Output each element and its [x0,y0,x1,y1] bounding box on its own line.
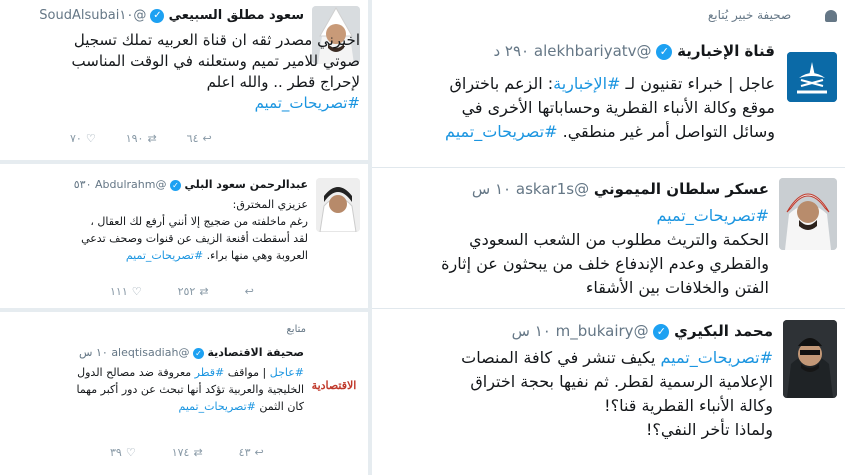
hashtag-link[interactable]: #تصريحات_تميم [656,206,769,225]
tweet-line [445,72,775,96]
divider [372,308,845,309]
person-icon [825,10,837,22]
user-handle[interactable]: @m_bukairy [555,322,649,340]
newspaper-logo[interactable] [306,372,362,400]
avatar[interactable] [779,178,837,250]
tweet-line [461,346,773,370]
tweet-header [493,42,775,60]
retweet-button[interactable] [178,285,209,298]
hashtag-link[interactable]: #تصريحات_تميم [254,94,360,112]
tweet-actions [70,132,212,145]
avatar[interactable] [783,320,837,398]
tweet-line-wrap [81,247,308,264]
tweet-line: الفتن والخلافات بين الأشقاء [585,278,769,297]
retweet-count: ١٧٤ [171,446,190,459]
heart-icon: ♡ [85,132,96,145]
tweet-line-wrap [445,120,775,144]
tweet-fragment: : الزعم باختراق [449,74,554,93]
tweet-text [72,30,360,114]
hashtag-link[interactable]: #قطر [194,366,225,379]
user-handle[interactable]: @Abdulrahm [94,178,167,191]
tweet-line: الحكمة والتريث مطلوب من الشعب السعودي [469,230,769,249]
retweet-button[interactable] [126,132,157,145]
tweet-line-wrap [76,398,304,415]
reply-icon: ↩ [202,132,212,145]
retweet-button[interactable] [172,446,203,459]
tweet-fragment: عاجل | خبراء تقنيون لـ [620,74,775,93]
tweet-text [81,196,308,264]
tweet-text [76,364,304,415]
reply-button[interactable] [245,285,254,298]
tweet-line: عزيزي المخترق: [232,198,308,211]
like-button[interactable] [110,285,142,298]
verified-badge-icon: ✓ [653,324,669,340]
user-name[interactable]: سعود مطلق السبيعي [168,8,304,23]
retweet-icon: ⇄ [193,446,203,459]
tweet-text [441,204,769,300]
tweet-time[interactable]: ١٠ [119,8,134,23]
reply-count: ٤٣ [238,446,251,459]
tweet-line: وكالة الأنباء القطرية قنا؟! [604,396,773,415]
tweet-time[interactable]: ١٠ س [511,322,551,340]
tweet-line: اخبرني مصدر ثقه ان قناة العربيه تملك تسجيل [73,31,360,49]
tweet-time[interactable]: ١٠ س [79,346,108,359]
hashtag-link[interactable]: #الإخبارية [553,74,621,93]
logo-text: الاقتصادية [311,379,357,392]
tweet-header [472,180,769,198]
hashtag-link[interactable]: #تصريحات_تميم [125,249,204,262]
like-count: ١١١ [110,285,128,298]
avatar[interactable] [316,178,360,232]
like-button[interactable] [110,446,136,459]
channel-logo[interactable] [787,52,837,102]
user-name[interactable]: صحيفة الاقتصادية [207,346,304,359]
reply-button[interactable] [239,446,264,459]
retweet-icon: ⇄ [199,285,209,298]
user-handle[interactable]: @SoudAlsubai [39,8,147,23]
verified-badge-icon: ✓ [170,180,181,191]
tweet-line: وسائل التواصل أمر غير منطقي. [557,122,775,141]
user-name[interactable]: عسكر سلطان الميموني [593,180,769,198]
tweet-line: لقد أسقطت أقنعة الزيف عن قنوات وصحف تدعي [81,232,308,245]
tweet-time[interactable]: ٥٣٠ [73,178,92,191]
tweet-header [74,178,308,191]
tweet-fragment: يكيف تنشر في كافة المنصات [461,348,661,367]
tweet-line: ولماذا تأخر النفي؟! [646,420,773,439]
user-handle[interactable]: @askar1s [515,180,590,198]
tweet-line: لإحراج قطر .. والله اعلم [206,73,360,91]
tweet-line: كان الثمن [259,400,304,413]
hashtag-link[interactable]: #تصريحات_تميم [445,122,558,141]
hashtag-link[interactable]: #عاجل [269,366,304,379]
hashtag-link[interactable]: #تصريحات_تميم [660,348,773,367]
tweet-abdulrahman[interactable] [0,164,368,308]
retweet-icon: ⇄ [147,132,157,145]
follow-context: متابع [286,324,306,335]
user-name[interactable]: قناة الإخبارية [677,42,775,60]
like-button[interactable] [70,132,96,145]
user-handle[interactable]: @alekhbariyatv [533,42,652,60]
tweet-fragment: | مواقف [224,366,270,379]
heart-icon: ♡ [131,285,142,298]
tweet-text [445,72,775,144]
user-name[interactable]: عبدالرحمن سعود البلي [184,178,308,191]
tweet-line: الإعلامية الرسمية لقطر. ثم نفيها بحجة اختراق [470,372,773,391]
reply-button[interactable] [187,132,212,145]
tweet-line: والقطري وعدم الإندفاع خلف من يبحثون عن إثارة [441,254,769,273]
user-handle[interactable]: @aleqtisadiah [111,346,190,359]
follow-context [708,8,837,22]
tweet-header [79,346,304,359]
tweet-time[interactable]: ٢٩٠ د [493,42,530,60]
tweet-line: صوتي للامير تميم وستعلنه في الوقت المناسب [71,52,360,70]
reply-count: ٦٤ [186,132,199,145]
timeline-right [372,0,845,475]
tweet-line: الخليجية والعربية تؤكد أنها تبحث عن دور أكبر مهما [76,383,304,396]
tweet-header [39,8,304,23]
reply-icon: ↩ [254,446,264,459]
verified-badge-icon: ✓ [150,9,164,23]
hashtag-link[interactable]: #تصريحات_تميم [178,400,256,413]
tweet-line: رغم ماخلفته من ضجيج إلا أنني أرفع لك العقال ، [90,215,308,228]
tweet-header [512,322,773,340]
tweet-line [76,364,304,381]
tweet-time[interactable]: ١٠ س [471,180,512,198]
tweet-actions [110,446,264,459]
verified-badge-icon: ✓ [656,44,672,60]
heart-icon: ♡ [125,446,136,459]
follow-context-text: صحيفة خبير يُتابع [707,8,792,22]
tweet-text [461,346,773,442]
like-count: ٧٠ [70,132,82,145]
reply-icon: ↩ [244,285,254,298]
verified-badge-icon: ✓ [193,348,204,359]
user-name[interactable]: محمد البكيري [674,322,773,340]
retweet-count: ١٩٠ [125,132,144,145]
retweet-count: ٢٥٢ [177,285,196,298]
tweet-line: العروبة وهي منها براء. [206,249,308,262]
divider [372,167,845,168]
tweet-aleqtisadiah[interactable] [0,312,368,475]
tweet-soud-alsubai[interactable] [0,0,368,160]
like-count: ٣٩ [110,446,122,459]
tweet-actions [110,285,254,298]
tweet-fragment: معروفة ضد مصالح الدول [77,366,195,379]
tweet-line: موقع وكالة الأنباء القطرية وحساباتها الأخرى في [461,98,775,117]
